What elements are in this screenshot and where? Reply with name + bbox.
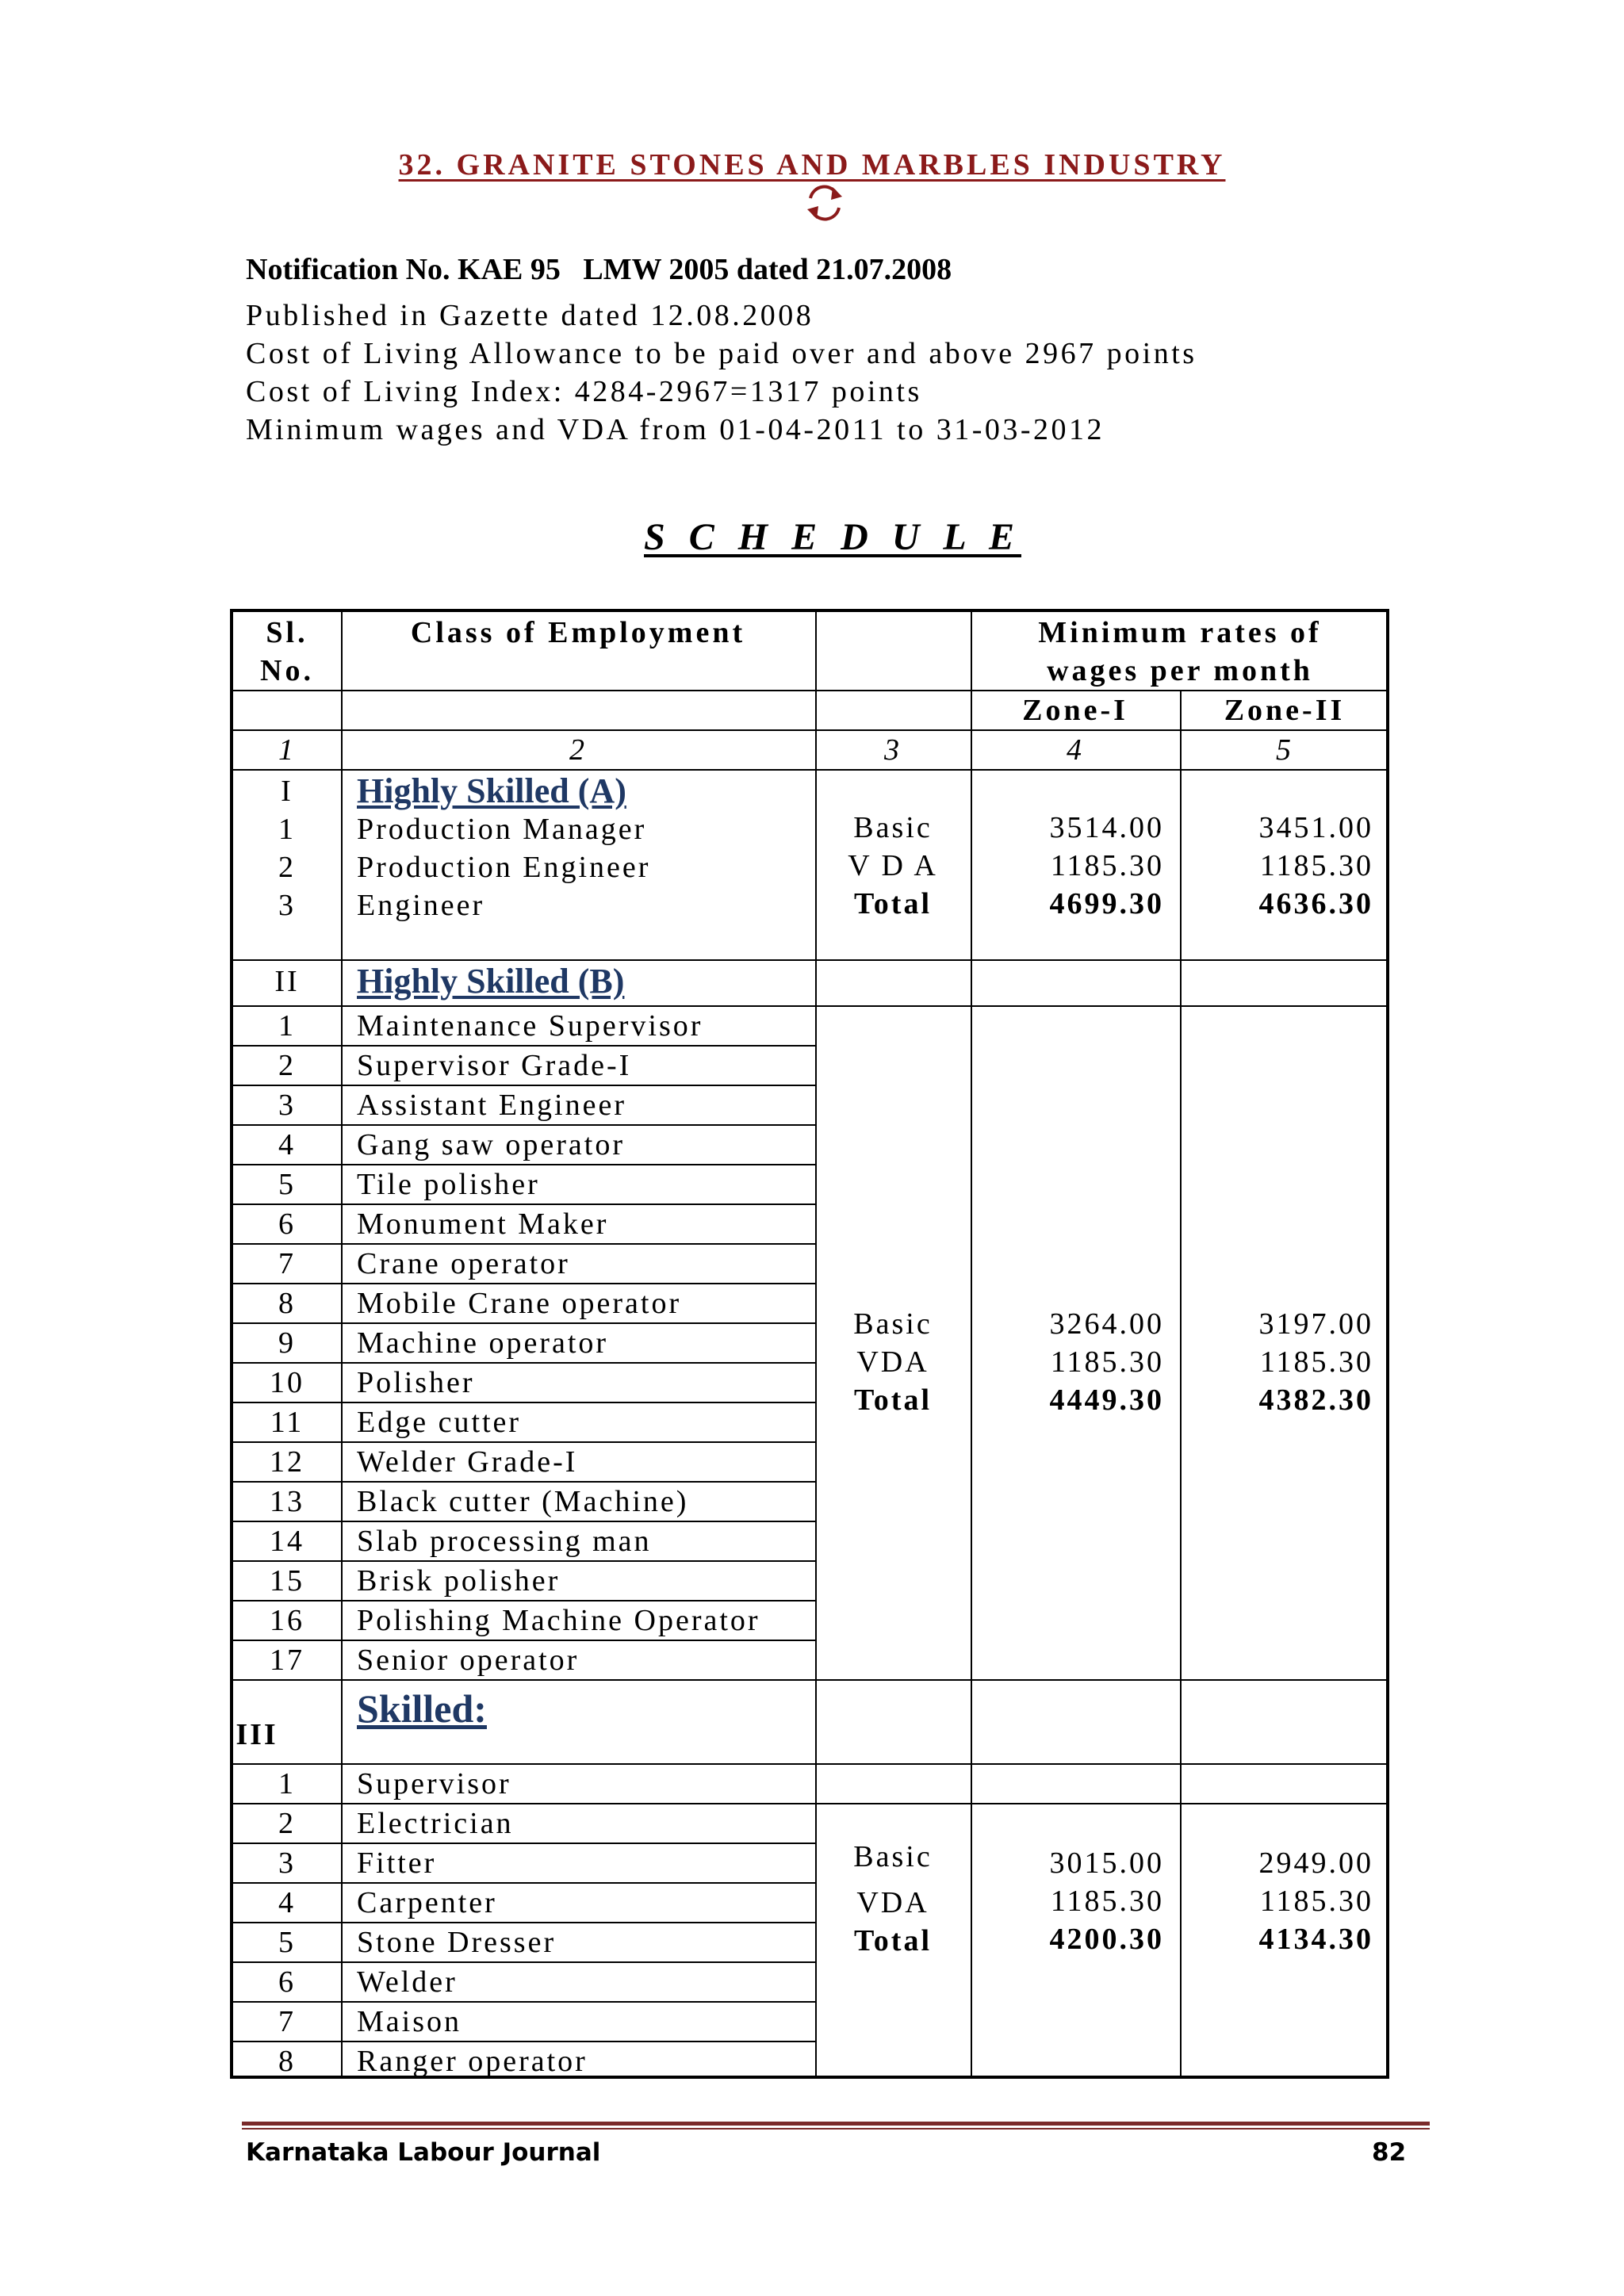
employment-class: Machine operator xyxy=(357,1326,609,1360)
sl-number: 3 xyxy=(278,1089,296,1122)
row-divider xyxy=(233,1481,815,1483)
zone1-total: 4200.30 xyxy=(1049,1923,1164,1956)
row-divider xyxy=(233,1085,815,1086)
sl-number: 16 xyxy=(270,1604,304,1637)
col-number: 3 xyxy=(884,733,902,767)
zone2-basic: 3451.00 xyxy=(1258,811,1373,844)
employment-class: Assistant Engineer xyxy=(357,1089,627,1122)
row-divider xyxy=(233,1322,815,1324)
section-title: Highly Skilled (B) xyxy=(357,962,625,1001)
sl-number: 10 xyxy=(270,1366,304,1399)
zone1-basic: 3264.00 xyxy=(1049,1307,1164,1341)
row-divider xyxy=(233,1679,1389,1681)
page-heading: 32. GRANITE STONES AND MARBLES INDUSTRY xyxy=(398,148,1226,182)
zone2-vda: 1185.30 xyxy=(1259,849,1373,882)
row-divider xyxy=(233,690,1389,691)
row-divider xyxy=(233,1402,815,1403)
row-divider xyxy=(233,1124,815,1126)
sl-number: 6 xyxy=(278,1207,296,1241)
employment-class: Gang saw operator xyxy=(357,1128,626,1161)
row-divider xyxy=(233,2001,815,2003)
row-divider xyxy=(233,1045,815,1047)
employment-class: Edge cutter xyxy=(357,1406,522,1439)
sl-number: 4 xyxy=(278,1886,296,1919)
section-title: Skilled: xyxy=(357,1686,487,1731)
row-divider xyxy=(233,2041,815,2042)
vda-label: VDA xyxy=(856,1886,929,1919)
employment-class: Monument Maker xyxy=(357,1207,609,1241)
sl-number: 6 xyxy=(278,1965,296,1999)
row-divider xyxy=(233,1362,815,1364)
sl-number: 9 xyxy=(278,1326,296,1360)
sl-number: 2 xyxy=(278,1807,296,1840)
basic-label: Basic xyxy=(853,1307,933,1341)
employment-class: Engineer xyxy=(357,889,485,922)
row-divider xyxy=(233,1640,815,1641)
employment-class: Polishing Machine Operator xyxy=(357,1604,760,1637)
employment-class: Welder Grade-I xyxy=(357,1445,578,1479)
employment-class: Welder xyxy=(357,1965,458,1999)
employment-class: Production Engineer xyxy=(357,851,651,884)
notification-line: Notification No. KAE 95 LMW 2005 dated 21.07.2008 xyxy=(246,253,952,286)
row-divider xyxy=(233,1164,815,1165)
sl-number: 13 xyxy=(270,1485,304,1518)
sl-number: 15 xyxy=(270,1564,304,1598)
col-number: 5 xyxy=(1276,733,1293,767)
employment-class: Maintenance Supervisor xyxy=(357,1009,703,1043)
min-rates-header-line2: wages per month xyxy=(1047,654,1313,687)
employment-class: Polisher xyxy=(357,1366,475,1399)
zone1-vda: 1185.30 xyxy=(1050,849,1164,882)
sl-number: 7 xyxy=(278,1247,296,1280)
employment-class: Ranger operator xyxy=(357,2045,588,2078)
employment-class: Maison xyxy=(357,2005,462,2038)
basic-label: Basic xyxy=(853,811,933,844)
employment-class: Fitter xyxy=(357,1846,437,1880)
total-label: Total xyxy=(853,887,933,920)
section-roman: III xyxy=(236,1718,278,1751)
sl-number: 1 xyxy=(278,813,296,846)
sl-number: 11 xyxy=(270,1406,304,1439)
zone1-total: 4449.30 xyxy=(1049,1383,1164,1417)
zone1-total: 4699.30 xyxy=(1049,887,1164,920)
row-divider xyxy=(233,1600,815,1601)
zone2-basic: 2949.00 xyxy=(1258,1846,1373,1880)
row-divider xyxy=(233,1243,815,1245)
employment-class: Slab processing man xyxy=(357,1525,652,1558)
schedule-title: S C H E D U L E xyxy=(644,516,1021,558)
row-divider xyxy=(233,1961,815,1963)
index-line: Cost of Living Index: 4284-2967=1317 points xyxy=(246,375,922,408)
sl-number: 1 xyxy=(278,1767,296,1800)
period-line: Minimum wages and VDA from 01-04-2011 to 31-03-2012 xyxy=(246,413,1105,446)
employment-class: Tile polisher xyxy=(357,1168,540,1201)
footer-rule xyxy=(242,2122,1430,2126)
zone1-basic: 3015.00 xyxy=(1049,1846,1164,1880)
section-roman: I xyxy=(281,775,293,808)
employment-class: Stone Dresser xyxy=(357,1926,557,1959)
sl-number: 8 xyxy=(278,2045,296,2078)
min-rates-header: Minimum rates of xyxy=(1038,616,1322,649)
sl-number: 2 xyxy=(278,851,296,884)
sl-no-header-line2: No. xyxy=(260,654,314,687)
row-divider xyxy=(233,1521,815,1522)
gazette-line: Published in Gazette dated 12.08.2008 xyxy=(246,299,814,332)
zone1-vda: 1185.30 xyxy=(1050,1885,1164,1918)
zone2-basic: 3197.00 xyxy=(1258,1307,1373,1341)
zone2-vda: 1185.30 xyxy=(1259,1345,1373,1379)
employment-class: Electrician xyxy=(357,1807,514,1840)
wages-table xyxy=(230,609,1389,2079)
sl-number: 4 xyxy=(278,1128,296,1161)
section-title: Highly Skilled (A) xyxy=(357,771,626,810)
employment-class: Production Manager xyxy=(357,813,647,846)
ornament-icon xyxy=(801,181,848,225)
col-number: 4 xyxy=(1067,733,1084,767)
row-divider xyxy=(233,729,1389,731)
sl-number: 12 xyxy=(270,1445,304,1479)
sl-number: 3 xyxy=(278,1846,296,1880)
row-divider xyxy=(233,1843,815,1844)
employment-class: Senior operator xyxy=(357,1644,580,1677)
vda-label: V D A xyxy=(848,849,938,882)
row-divider xyxy=(233,1560,815,1562)
col-divider xyxy=(341,612,343,2076)
zone2-header: Zone-II xyxy=(1224,694,1346,727)
zone2-total: 4382.30 xyxy=(1258,1383,1373,1417)
sl-number: 7 xyxy=(278,2005,296,2038)
zone1-basic: 3514.00 xyxy=(1049,811,1164,844)
zone1-vda: 1185.30 xyxy=(1050,1345,1164,1379)
total-label: Total xyxy=(853,1924,933,1957)
row-divider xyxy=(233,1441,815,1443)
row-divider xyxy=(233,1882,815,1884)
row-divider xyxy=(233,1283,815,1284)
zone2-total: 4134.30 xyxy=(1258,1923,1373,1956)
zone2-vda: 1185.30 xyxy=(1259,1885,1373,1918)
row-divider xyxy=(233,1763,1389,1765)
sl-no-header: Sl. xyxy=(266,616,308,649)
section-roman: II xyxy=(274,965,300,998)
employment-class: Brisk polisher xyxy=(357,1564,561,1598)
sl-number: 5 xyxy=(278,1926,296,1959)
zone1-header: Zone-I xyxy=(1022,694,1128,727)
employment-class: Black cutter (Machine) xyxy=(357,1485,689,1518)
sl-number: 14 xyxy=(270,1525,304,1558)
sl-number: 3 xyxy=(278,889,296,922)
employment-class: Supervisor Grade-I xyxy=(357,1049,632,1082)
employment-class: Crane operator xyxy=(357,1247,570,1280)
sl-number: 2 xyxy=(278,1049,296,1082)
sl-number: 1 xyxy=(278,1009,296,1043)
col-number: 1 xyxy=(278,733,296,767)
row-divider xyxy=(233,1803,1389,1804)
allowance-line: Cost of Living Allowance to be paid over and above 2967 points xyxy=(246,337,1197,370)
row-divider xyxy=(233,1005,1389,1007)
sl-number: 17 xyxy=(270,1644,304,1677)
sl-number: 5 xyxy=(278,1168,296,1201)
footer-rule xyxy=(242,2128,1430,2130)
employment-class: Supervisor xyxy=(357,1767,511,1800)
vda-label: VDA xyxy=(856,1345,929,1379)
employment-class: Mobile Crane operator xyxy=(357,1287,682,1320)
sl-number: 8 xyxy=(278,1287,296,1320)
journal-name: Karnataka Labour Journal xyxy=(246,2138,601,2167)
basic-label: Basic xyxy=(853,1840,933,1873)
total-label: Total xyxy=(853,1383,933,1417)
row-divider xyxy=(233,1203,815,1205)
col-number: 2 xyxy=(569,733,587,767)
page-number: 82 xyxy=(1372,2138,1407,2167)
row-divider xyxy=(233,1922,815,1923)
class-header: Class of Employment xyxy=(410,616,746,649)
zone2-total: 4636.30 xyxy=(1258,887,1373,920)
employment-class: Carpenter xyxy=(357,1886,497,1919)
